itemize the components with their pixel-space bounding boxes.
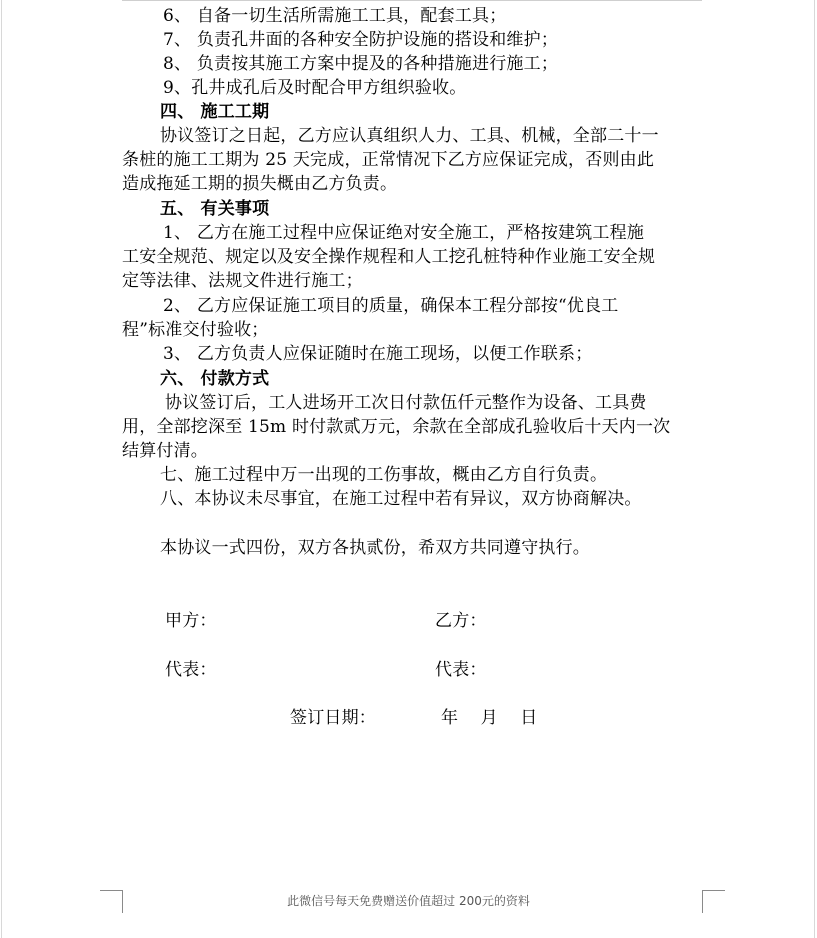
clause-3-item-6: 6、 自备一切生活所需施工工具，配套工具；	[163, 6, 507, 26]
party-a-representative-label: 代表：	[165, 660, 217, 680]
party-b-representative-label: 代表：	[435, 660, 487, 680]
page-edge-right	[814, 0, 815, 938]
section-heading-4: 四、 施工工期	[160, 102, 270, 122]
paragraph-line: 工安全规范、规定以及安全操作规程和人工挖孔桩特种作业施工安全规	[122, 247, 656, 267]
paragraph-line: 定等法律、法规文件进行施工；	[122, 271, 363, 291]
paragraph-line: 1、 乙方在施工过程中应保证绝对安全施工，严格按建筑工程施	[163, 223, 645, 243]
signing-date-label: 签订日期：	[290, 708, 376, 728]
paragraph-line: 条桩的施工工期为 25 天完成，正常情况下乙方应保证完成，否则由此	[122, 150, 655, 170]
section-heading-5: 五、 有关事项	[160, 199, 270, 219]
section-heading-6: 六、 付款方式	[160, 369, 270, 389]
top-rule	[122, 0, 702, 1]
paragraph-line: 协议签订后，工人进场开工次日付款伍仟元整作为设备、工具费	[165, 393, 647, 413]
clause-3-item-7: 7、 负责孔井面的各种安全防护设施的搭设和维护；	[163, 30, 559, 50]
paragraph-line: 3、 乙方负责人应保证随时在施工现场，以便工作联系；	[163, 344, 593, 364]
paragraph-line: 2、 乙方应保证施工项目的质量，确保本工程分部按“优良工	[163, 296, 619, 316]
closing-statement: 本协议一式四份，双方各执贰份，希双方共同遵守执行。	[160, 538, 590, 558]
clause-3-item-8: 8、 负责按其施工方案中提及的各种措施进行施工；	[163, 54, 559, 74]
section-7: 七、施工过程中万一出现的工伤事故，概由乙方自行负责。	[160, 465, 608, 485]
paragraph-line: 结算付清。	[122, 441, 208, 461]
clause-3-item-9: 9、孔井成孔后及时配合甲方组织验收。	[163, 78, 467, 98]
signing-date-fields: 年 月 日	[441, 708, 538, 728]
page-footer-text: 此微信号每天免费赠送价值超过 200元的资料	[287, 894, 530, 908]
paragraph-line: 用，全部挖深至 15m 时付款贰万元，余款在全部成孔验收后十天内一次	[122, 417, 671, 437]
party-b-label: 乙方：	[435, 611, 487, 631]
party-a-label: 甲方：	[165, 611, 217, 631]
page-edge-left	[1, 0, 2, 938]
paragraph-line: 造成拖延工期的损失概由乙方负责。	[122, 174, 398, 194]
paragraph-line: 程”标准交付验收；	[122, 320, 269, 340]
section-8: 八、本协议未尽事宜，在施工过程中若有异议，双方协商解决。	[160, 489, 642, 509]
paragraph-line: 协议签订之日起，乙方应认真组织人力、工具、机械，全部二十一	[160, 126, 659, 146]
